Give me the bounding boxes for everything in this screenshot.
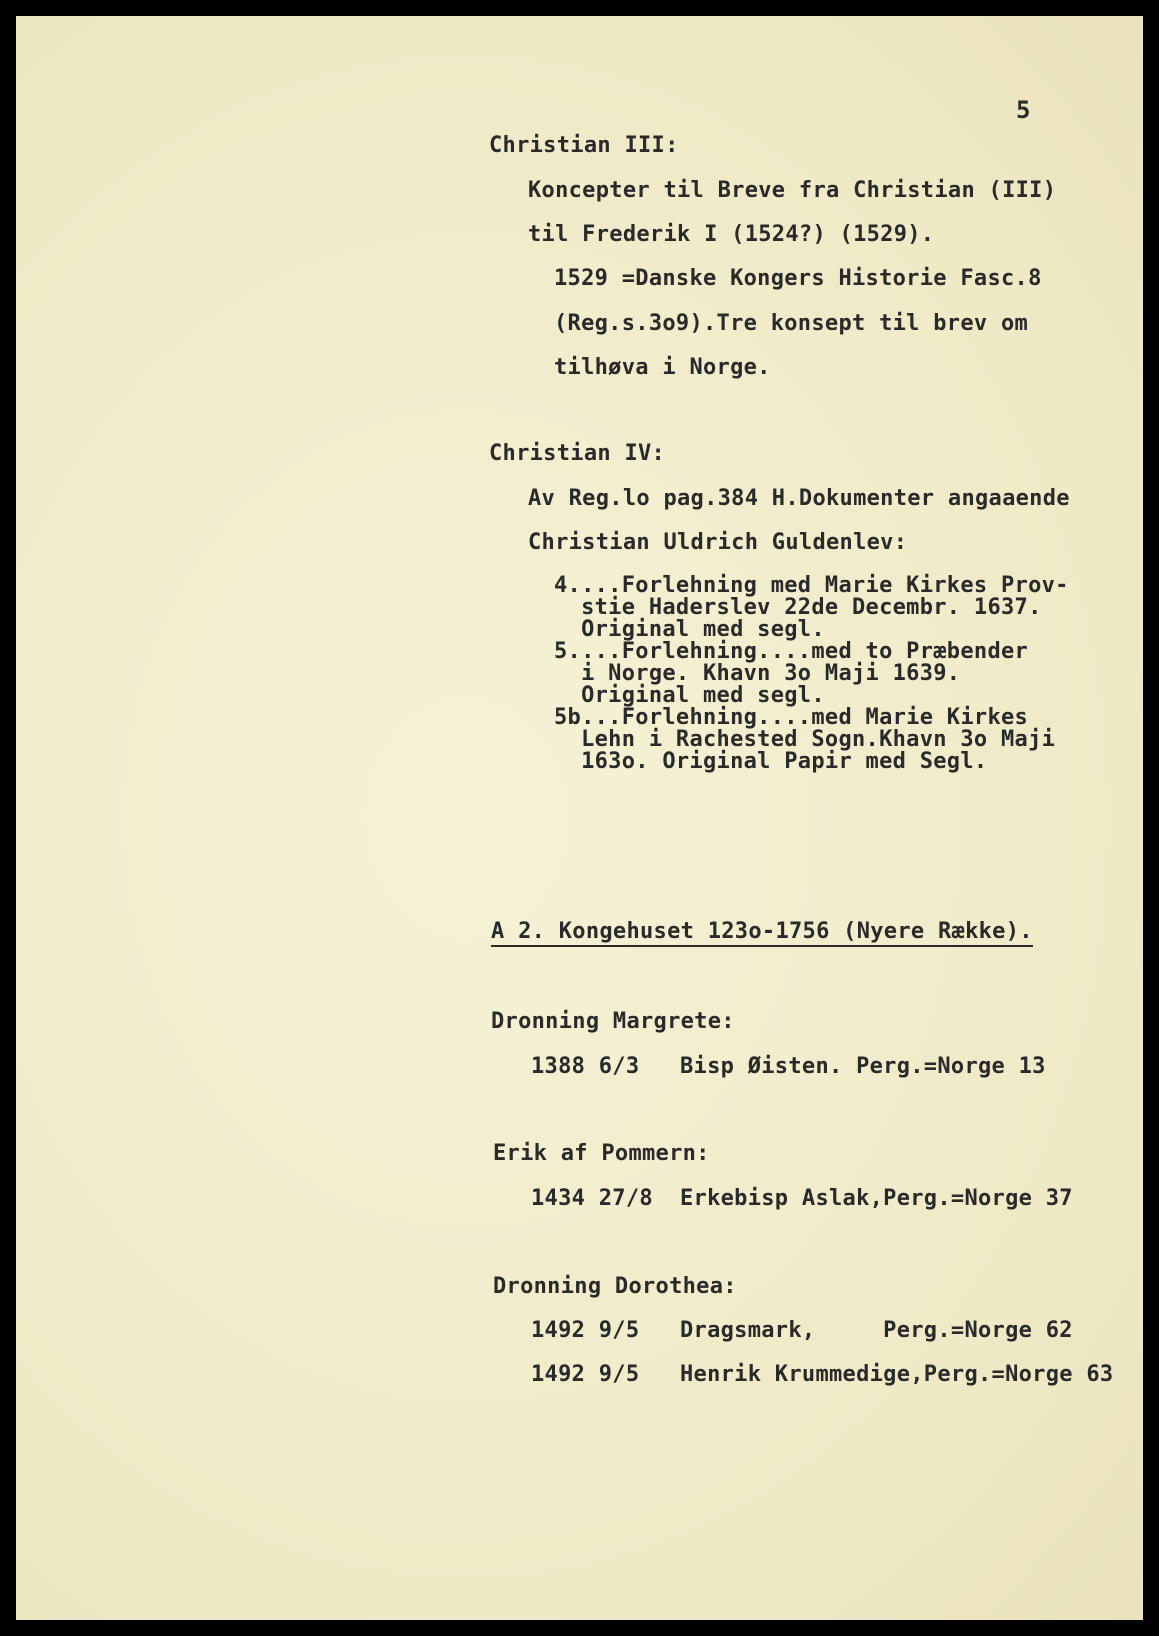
page-number: 5	[1016, 96, 1031, 124]
subheading-erik: Erik af Pommern:	[493, 1141, 710, 1166]
text-line: (Reg.s.3o9).Tre konsept til brev om	[554, 311, 1029, 336]
list-item: Lehn i Rachested Sogn.Khavn 3o Maji	[554, 727, 1056, 752]
list-item: 5b...Forlehning....med Marie Kirkes	[554, 705, 1029, 730]
text-line: Koncepter til Breve fra Christian (III)	[528, 178, 1057, 203]
entry-line: 1492 9/5 Dragsmark, Perg.=Norge 62	[531, 1318, 1073, 1343]
section-heading-christian-iv: Christian IV:	[489, 441, 666, 466]
text-line: til Frederik I (1524?) (1529).	[528, 222, 935, 247]
text-line: tilhøva i Norge.	[554, 355, 771, 380]
text-line: Christian Uldrich Guldenlev:	[528, 530, 908, 555]
list-item: 4....Forlehning med Marie Kirkes Prov-	[554, 573, 1069, 598]
subheading-margrete: Dronning Margrete:	[491, 1009, 735, 1034]
list-item: 163o. Original Papir med Segl.	[554, 749, 988, 774]
list-item: stie Haderslev 22de Decembr. 1637.	[554, 595, 1042, 620]
entry-line: 1492 9/5 Henrik Krummedige,Perg.=Norge 63	[531, 1362, 1114, 1387]
text-line: Av Reg.lo pag.384 H.Dokumenter angaaende	[528, 486, 1070, 511]
section-heading-kongehuset: A 2. Kongehuset 123o-1756 (Nyere Række).	[491, 919, 1033, 947]
section-heading-christian-iii: Christian III:	[489, 133, 679, 158]
list-item: Original med segl.	[554, 683, 825, 708]
text-line: 1529 =Danske Kongers Historie Fasc.8	[554, 266, 1042, 291]
subheading-dorothea: Dronning Dorothea:	[493, 1274, 737, 1299]
entry-line: 1388 6/3 Bisp Øisten. Perg.=Norge 13	[531, 1054, 1046, 1079]
list-item: i Norge. Khavn 3o Maji 1639.	[554, 661, 961, 686]
list-item: 5....Forlehning....med to Præbender	[554, 639, 1029, 664]
document-page	[16, 16, 1143, 1620]
entry-line: 1434 27/8 Erkebisp Aslak,Perg.=Norge 37	[531, 1186, 1073, 1211]
list-item: Original med segl.	[554, 617, 825, 642]
